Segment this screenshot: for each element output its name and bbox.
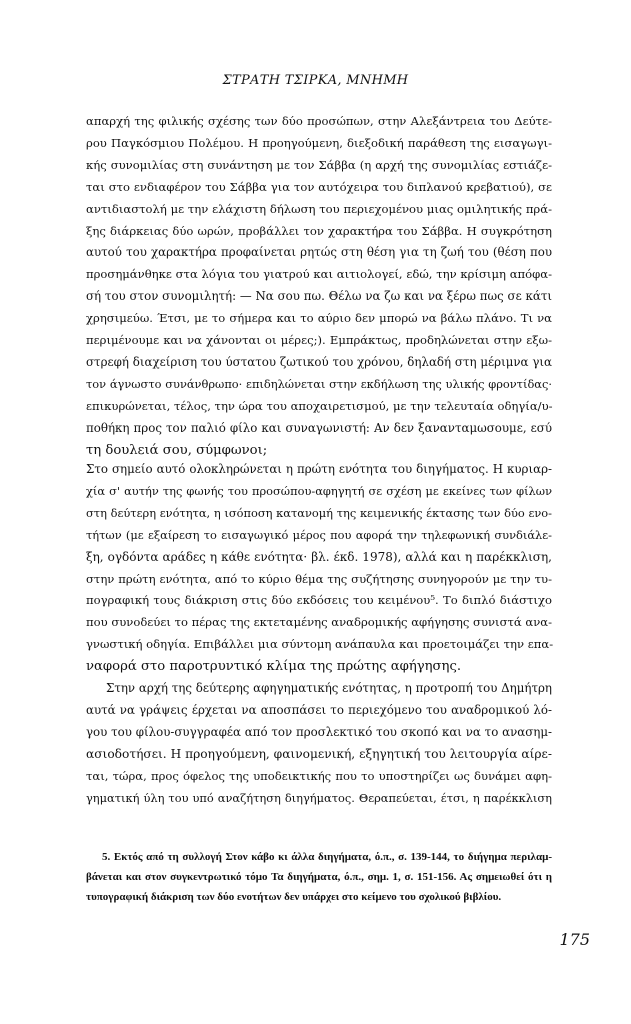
text-line: στρεφή διαχείριση του ύστατου ζωτικού του χρόνου, δηλαδή στη μέριμνα για (86, 354, 552, 369)
text-line: που συνοδεύει το πέρας της εκτεταμένης αναδρομικής αφήγησης συνιστά ανα- (86, 615, 553, 630)
text-line: τον άγνωστο συνάνθρωπο· επιδηλώνεται στην εκδήλωση της υλικής φροντίδας· (86, 376, 552, 391)
text-line: Στην αρχή της δεύτερης αφηγηματικής ενότητας, η προτροπή του Δημήτρη (106, 681, 552, 696)
text-line: Στο σημείο αυτό ολοκληρώνεται η πρώτη ενότητα του διηγήματος. Η κυριαρ- (86, 462, 552, 476)
text-line: ναφορά στο παροτρυντικό κλίμα της πρώτης αφήγησης. (86, 659, 462, 675)
text-line: χία σ' αυτήν της φωνής του προσώπου-αφηγητή σε σχέση με εκείνες των φίλων (86, 483, 552, 498)
text-line: στη δεύτερη ενότητα, η ισόποση κατανομή της κειμενικής έκτασης των δύο ενο- (86, 505, 552, 520)
text-line: ξη, ογδόντα αράδες η κάθε ενότητα· βλ. έκδ. 1978), αλλά και η παρέκκλιση, (86, 549, 552, 564)
paragraph-1 (86, 111, 552, 462)
text-line: προσημάνθηκε στα λόγια του γιατρού και αιτιολογεί, εδώ, την κρίσιμη απόφα- (86, 267, 552, 282)
text-line: γηματική ύλη του υπό αναζήτηση διηγήματος. Θεραπεύεται, έτσι, η παρέκκλιση (86, 790, 552, 805)
footnote-line: 5. Εκτός από τη συλλογή Στον κάβο κι άλλα διηγήματα, ό.π., σ. 139-144, το διήγημα περιλαμ- (102, 851, 552, 863)
footnote (86, 847, 552, 907)
text-line: σή του στον συνομιλητή: — Να σου πω. Θέλω να ζω και να ξέρω πως σε κάτι (86, 289, 552, 304)
text-line: γνωστική οδηγία. Επιβάλλει μια σύντομη ανάπαυλα και προετοιμάζει την επα- (86, 637, 554, 652)
footnote-line: τυπογραφική διάκριση των δύο ενοτήτων δεν υπάρχει στο κείμενο του σχολικού βιβλίου. (86, 891, 502, 903)
text-line: αυτού του χαρακτήρα προφαίνεται ρητώς στη θέση για τη ζωή του (θέση που (86, 245, 552, 260)
text-line: κής συνομιλίας στη συνάντηση με τον Σάββα (η αρχή της συνομιλίας εστιάζε- (86, 157, 552, 172)
text-line: ται, τώρα, προς όφελος της υποδεικτικής που το υποστηρίζει ως δυνάμει αφη- (86, 768, 552, 783)
text-line: γου του φίλου-συγγραφέα από τον προσλεκτικό του σκοπό και να το ανασημ- (86, 724, 552, 739)
text-line: ποθήκη προς τον παλιό φίλο και συναγωνιστή: Αν δεν ξανανταμωσουμε, εσύ (86, 420, 552, 435)
text-line: χρησιμεύω. Έτσι, με το σήμερα και το αύριο δεν μπορώ να βάλω πλάνο. Τι να (86, 311, 552, 326)
text-line: επικυρώνεται, τέλος, την ώρα του αποχαιρετισμού, με την τελευταία οδηγία/υ- (86, 398, 553, 413)
running-head: ΣΤΡΑΤΗ ΤΣΙΡΚΑ, ΜΝΗΜΗ (222, 73, 409, 88)
text-line: τη δουλειά σου, σύμφωνοι; (86, 442, 268, 458)
text-line: ξης διάρκειας δύο ωρών, προβάλλει τον χαρακτήρα του Σάββα. Η συγκρότηση (86, 223, 552, 238)
footnote-line: βάνεται και στον συγκεντρωτικό τόμο Τα διηγήματα, ό.π., σημ. 1, σ. 151-156. Ας σημειωθεί ότι η (86, 871, 552, 883)
text-line: ται στο ενδιαφέρον του Σάββα για τον αυτόχειρα του διπλανού κρεβατιού), σε (86, 179, 552, 194)
text-line: ρου Παγκόσμιου Πολέμου. Η προηγούμενη, διεξοδική παράθεση της εισαγωγι- (86, 135, 552, 150)
text-line: τήτων (με εξαίρεση το εισαγωγικό μέρος που αφορά την τηλεφωνική συνδιάλε- (86, 527, 552, 542)
page-number: 175 (559, 930, 590, 949)
text-line: πογραφική τους διάκριση στις δύο εκδόσεις του κειμένου⁵. Το διπλό διάστιχο (86, 593, 552, 608)
text-line: αντιδιαστολή με την ελάχιστη δήλωση του περιεχομένου μιας ομιλητικής πρά- (86, 201, 552, 216)
text-line: αυτά να γράψεις έρχεται να αποσπάσει το περιεχόμενο του αναδρομικού λό- (86, 702, 552, 717)
text-line: περιμένουμε και να χάνονται οι μέρες;). Εμπράκτως, προδηλώνεται στην εξω- (86, 333, 552, 348)
text-line: απαρχή της φιλικής σχέσης των δύο προσώπων, στην Αλεξάντρεια του Δεύτε- (86, 114, 552, 128)
paragraph-2 (86, 459, 552, 810)
text-line: στην πρώτη ενότητα, από το κύριο θέμα της συζήτησης συνηγορούν με την τυ- (86, 571, 552, 586)
text-line: ασιοδοτήσει. Η προηγούμενη, φαινομενική, εξηγητική του λειτουργία αίρε- (86, 746, 552, 761)
